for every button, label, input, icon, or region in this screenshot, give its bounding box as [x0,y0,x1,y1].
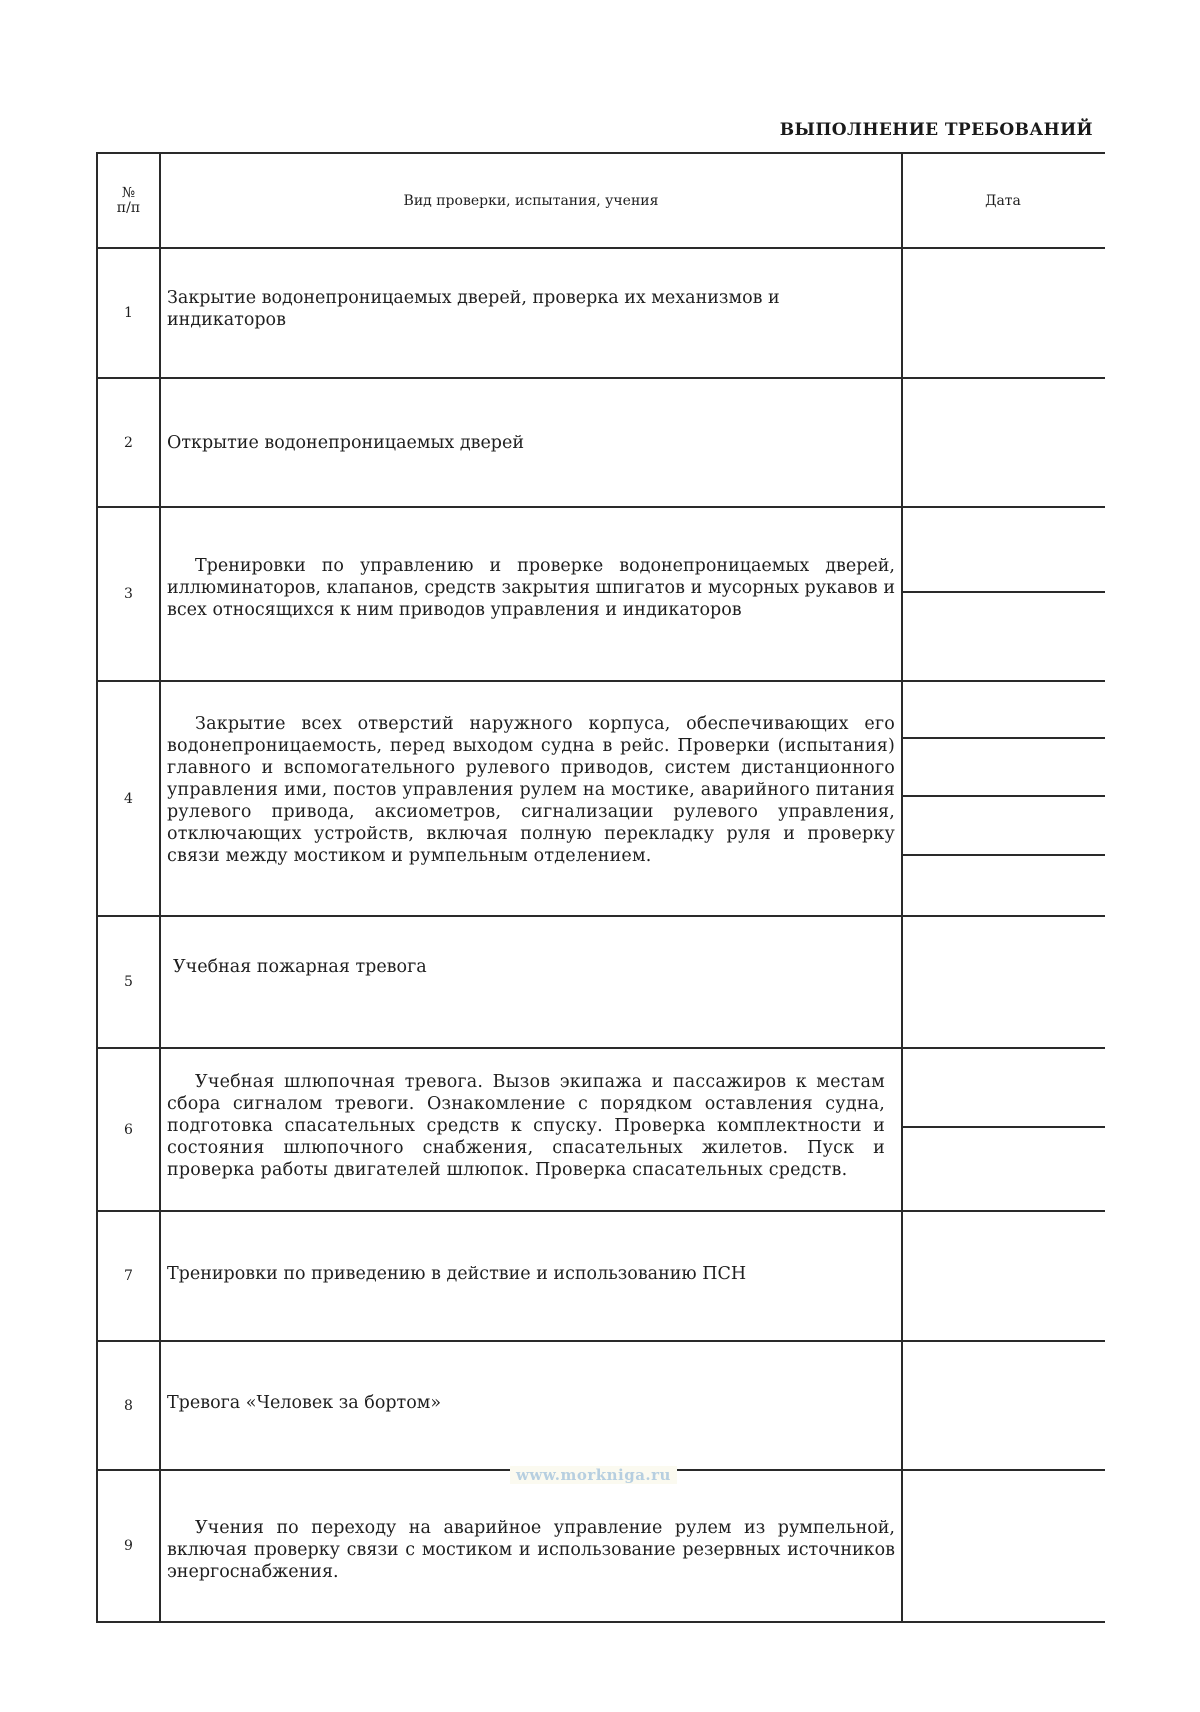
row-3-date-slot-2[interactable] [903,593,1103,680]
row-2-description [161,379,901,506]
row-1-date-slot[interactable] [903,249,1103,377]
row-6-text: Учебная шлюпочная тревога. Вызов экипажа и пассажиров к местам сбора сигналом тревоги. Ознакомление с порядком оставления судна, подготовка спасательных средств к спуску. Проверка комплектности и состояния шлюпочного снабжения, спасательных жилетов. Пуск и проверка работы двигателей шлюпок. Проверка спасательных средств. [167,1071,885,1180]
row-6-date-slot-2[interactable] [903,1128,1103,1210]
row-8-text: Тревога «Человек за бортом» [167,1393,442,1413]
header-number [98,154,159,247]
row-4-date-slot-3[interactable] [903,797,1103,854]
row-8-date-slot[interactable] [903,1342,1103,1469]
row-6-number: 6 [124,1121,133,1138]
row-4-text: Закрытие всех отверстий наружного корпуса, обеспечивающих его водонепроницаемость, перед выходом судна в рейс. Проверки (испытания) главного и вспомогательного рулевого приводов, систем дистанционного управления ими, постов управления рулем на мостике, аварийного питания рулевого привода, аксиометров, сигнализации рулевого управления, отключающих устройств, включая полную перекладку руля и проверку связи между мостиком и румпельным отделением. [167,713,895,866]
header-date: Дата [985,192,1021,209]
row-2-number: 2 [124,434,133,451]
row-4-date-slot-2[interactable] [903,739,1103,795]
row-3-number: 3 [124,586,133,602]
row-3-text: Тренировки по управлению и проверке водонепроницаемых дверей, иллюминаторов, клапанов, средств закрытия шпигатов и мусорных рукавов и всех относящихся к ним приводов управления и индикаторов [167,556,895,620]
row-5-number: 5 [124,974,133,990]
row-1-text: Закрытие водонепроницаемых дверей, проверка их механизмов и индикаторов [167,288,780,330]
row-8-description [161,1342,901,1464]
table-bottom-rule [96,1621,1105,1623]
row-7-description [161,1212,901,1336]
row-3-description [161,508,901,668]
header-number-line1: № [121,184,136,201]
row-7-number: 7 [124,1268,133,1284]
row-7-text: Тренировки по приведению в действие и использованию ПСН [167,1264,747,1284]
row-4-date-slot-4[interactable] [903,856,1103,915]
row-1-description [161,249,901,369]
row-9-description [161,1490,901,1610]
row-7-date-slot[interactable] [903,1212,1103,1340]
row-4-number: 4 [124,790,133,807]
header-type: Вид проверки, испытания, учения [403,192,659,209]
row-2-date-slot[interactable] [903,379,1103,506]
row-2-text: Открытие водонепроницаемых дверей [167,432,525,453]
row-8-number: 8 [124,1397,133,1414]
row-5-date-slot[interactable] [903,917,1103,1047]
row-4-date-slot-1[interactable] [903,682,1103,737]
watermark: www.morkniga.ru [510,1466,677,1484]
row-3-date-slot-1[interactable] [903,508,1103,591]
row-6-date-slot-1[interactable] [903,1049,1103,1126]
page-title: ВЫПОЛНЕНИЕ ТРЕБОВАНИЙ [779,120,1093,140]
row-9-text: Учения по переходу на аварийное управление рулем из румпельной, включая проверку связи с мостиком и использование резервных источников энергоснабжения. [167,1518,895,1582]
row-1-number: 1 [124,305,133,321]
row-4-description [161,682,901,897]
row-9-number: 9 [124,1538,133,1554]
row-5-description [161,917,901,1017]
row-5-text: Учебная пожарная тревога [173,957,427,977]
row-9-date-slot[interactable] [903,1471,1103,1621]
row-6-description [161,1049,901,1202]
header-number-line2: п/п [116,199,141,216]
